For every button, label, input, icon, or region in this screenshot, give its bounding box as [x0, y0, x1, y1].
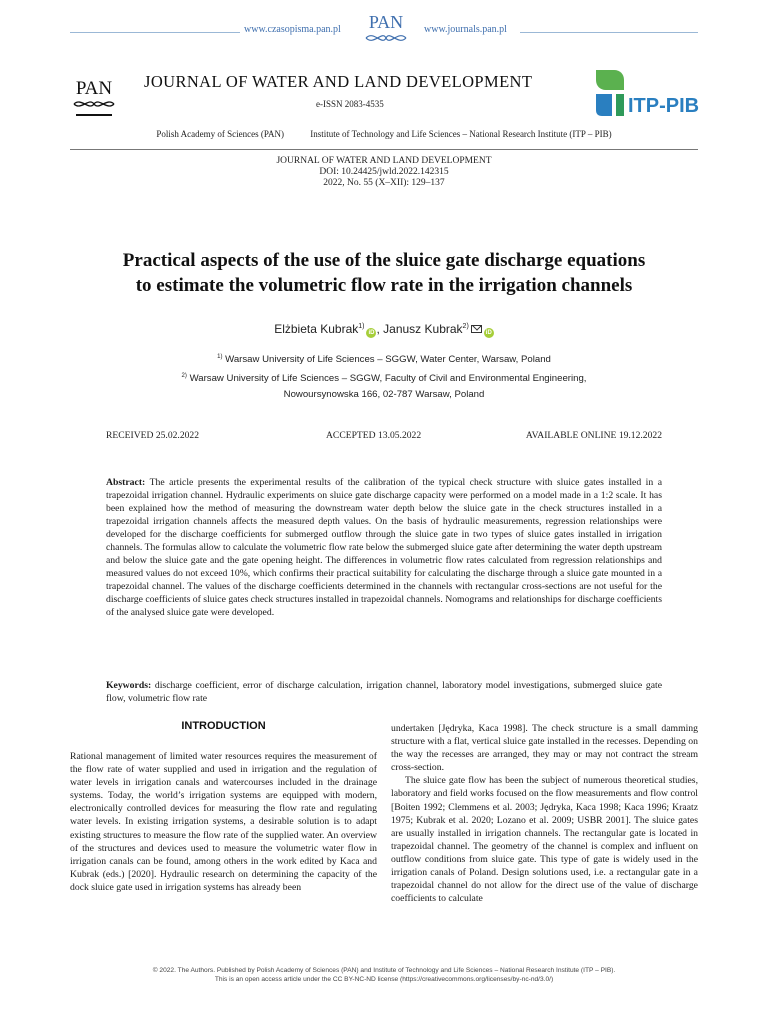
banner-divider-right	[520, 32, 698, 33]
date-received: RECEIVED 25.02.2022	[106, 430, 200, 441]
affiliation-1	[0, 349, 768, 368]
date-accepted: ACCEPTED 13.05.2022	[326, 430, 422, 441]
article-dates	[106, 430, 662, 444]
date-available-online: AVAILABLE ONLINE 19.12.2022	[525, 430, 662, 441]
pan-banner-logo	[356, 10, 416, 50]
pan-logo	[66, 76, 122, 120]
intro-paragraph-continued: undertaken [Jędryka, Kaca 1998]. The check structure is a small damming structure with a flat, vertical sluice gate installed in the recesses. Depending on the way the recesses are arranged, they may or may not contract the stream cross-section.	[391, 723, 698, 774]
intro-paragraph: The sluice gate flow has been the subject of numerous theoretical studies, laboratory and field works focused on the flow measurements and flow control [Boiten 1992; Clemmens et al. 2003; Jędryka, Kaca 1998; Kaca 1996; Kraatz 1975; Kubrak et al. 2020; Lozano et al. 2009; USBR 2001]. The sluice gates are usually installed in irrigation channels. The rectangular gate is located in trapezoidal channel. The geometry of the channel is complex and influent on outflow conditions from sluice gate. This type of gate is widely used in the irrigation canals of Poland. Design solutions used, i.e. a rectangular gate in a trapezoidal channel do not allow for the direct use of the value of discharge coefficients to calculate	[391, 775, 698, 905]
itp-logo-text: ITP-PIB	[628, 95, 700, 117]
abstract	[106, 476, 662, 620]
email-icon[interactable]	[471, 325, 482, 333]
author-1-name: Elżbieta Kubrak	[274, 322, 359, 336]
journal-title: JOURNAL OF WATER AND LAND DEVELOPMENT	[144, 72, 533, 91]
keywords	[106, 679, 662, 705]
affiliation-2-marker: 2)	[181, 373, 187, 379]
pan-banner-logo-text: PAN	[368, 12, 404, 32]
publishers-line	[0, 129, 768, 139]
body-column-right	[391, 722, 698, 905]
keywords-text: discharge coefficient, error of discharge calculation, irrigation channel, laboratory model investigations, submerged sluice gate flow, volumetric flow rate	[106, 680, 662, 704]
affiliation-1-marker: 1)	[217, 354, 223, 360]
meta-issue: 2022, No. 55 (X–XII): 129–137	[323, 178, 445, 188]
footer-copyright: © 2022. The Authors. Published by Polish Academy of Sciences (PAN) and Institute of Technology and Life Sciences – National Research Institute (ITP – PIB).	[152, 967, 616, 974]
publisher-itp: Institute of Technology and Life Sciences – National Research Institute (ITP – PIB)	[310, 129, 612, 139]
author-2-name: Janusz Kubrak	[383, 322, 463, 336]
header-divider	[70, 149, 698, 150]
banner-url-czasopisma-link[interactable]: www.czasopisma.pan.pl	[244, 24, 341, 35]
itp-pib-logo	[594, 68, 702, 118]
article-title-line2: to estimate the volumetric flow rate in the irrigation channels	[135, 275, 633, 296]
affiliation-1-text: Warsaw University of Life Sciences – SGGW, Water Center, Warsaw, Poland	[225, 354, 551, 366]
pan-logo-text: PAN	[75, 78, 113, 99]
publisher-pan: Polish Academy of Sciences (PAN)	[156, 129, 285, 139]
orcid-icon[interactable]: iD	[485, 330, 492, 336]
top-banner	[0, 10, 768, 50]
article-meta	[0, 156, 768, 189]
section-heading-introduction: INTRODUCTION	[181, 720, 266, 732]
intro-paragraph: Rational management of limited water resources requires the measurement of the flow rate of water supplied and used in irrigation and the regulation of water levels in irrigation canals and watercourses included in the drainage systems. Today, the world’s irrigation systems are equipped with modern, electronically controlled devices for measuring the flow rate and regulating water levels. In existing irrigation systems, a desirable solution is to adapt existing structures to measure the flow rate of the supplied water. An overview of the structures and devices used to measure the volumetric water flow in irrigation canals can be found, among others in the work edited by Kaca and Kubrak (eds.) [2020]. Hydraulic research on determining the capacity of the dock sluice gate used in irrigation systems has already been	[70, 751, 377, 893]
article-title-line1: Practical aspects of the use of the sluice gate discharge equations	[122, 250, 646, 271]
author-1-affil-marker: 1)	[358, 323, 365, 330]
affiliation-2	[0, 368, 768, 403]
body-column-left	[70, 750, 377, 894]
banner-divider-left	[70, 32, 240, 33]
affiliation-2-text-line1: Warsaw University of Life Sciences – SGGW, Faculty of Civil and Environmental Engineering,	[189, 373, 587, 385]
abstract-label: Abstract:	[106, 477, 146, 488]
authors-line	[0, 322, 768, 338]
affiliation-2-text-line2: Nowoursynowska 166, 02-787 Warsaw, Poland	[283, 389, 485, 401]
orcid-icon[interactable]: iD	[368, 330, 375, 336]
keywords-label: Keywords:	[106, 680, 152, 691]
abstract-text: The article presents the experimental results of the calibration of the typical check structure with sluice gates installed in a trapezoidal irrigation channel. Hydraulic experiments on sluice gate discharge capacity were performed on a model made in a 1:2 scale. It has been explained how the method of measuring the downstream water depth below the sluice gate in the check structures installed in a trapezoidal irrigation channels affects the measured depth values. On the basis of hydraulic measurements, regression relationships were developed for the discharge coefficients for submerged outflow through the sluice gate in two types of sluice gates installed in irrigation channels. The formulas allow to calculate the volumetric flow rate below the submerged sluice gate after determining the water depth upstream and below the sluice gate and the gate opening height. The differences in volumetric flow rates calculated from regression relationships and measured values do not exceed 10%, which confirms their practical suitability for calculating the discharge through a sluice gate mounted in a trapezoidal channel. The values of the discharge coefficients determined in the channels with rectangular cross-sections are not useful for the discharge coefficients of sluice gates check structures installed in trapezoidal channels. Nomograms and relationships for discharge coefficients of the analysed sluice gate were developed.	[106, 477, 662, 619]
banner-url-journals-link[interactable]: www.journals.pan.pl	[424, 24, 507, 35]
meta-doi[interactable]: DOI: 10.24425/jwld.2022.142315	[319, 167, 449, 177]
license-footer	[0, 966, 768, 984]
author-2-affil-marker: 2)	[462, 323, 469, 330]
article-title	[50, 248, 718, 298]
author-separator: ,	[376, 322, 384, 336]
eissn: e-ISSN 2083-4535	[316, 99, 384, 109]
footer-license-link[interactable]: This is an open access article under the CC BY-NC-ND license (https://creativecommons.org/licenses/by-nc-nd/3.0/)	[214, 976, 554, 983]
meta-journal: JOURNAL OF WATER AND LAND DEVELOPMENT	[276, 156, 492, 166]
